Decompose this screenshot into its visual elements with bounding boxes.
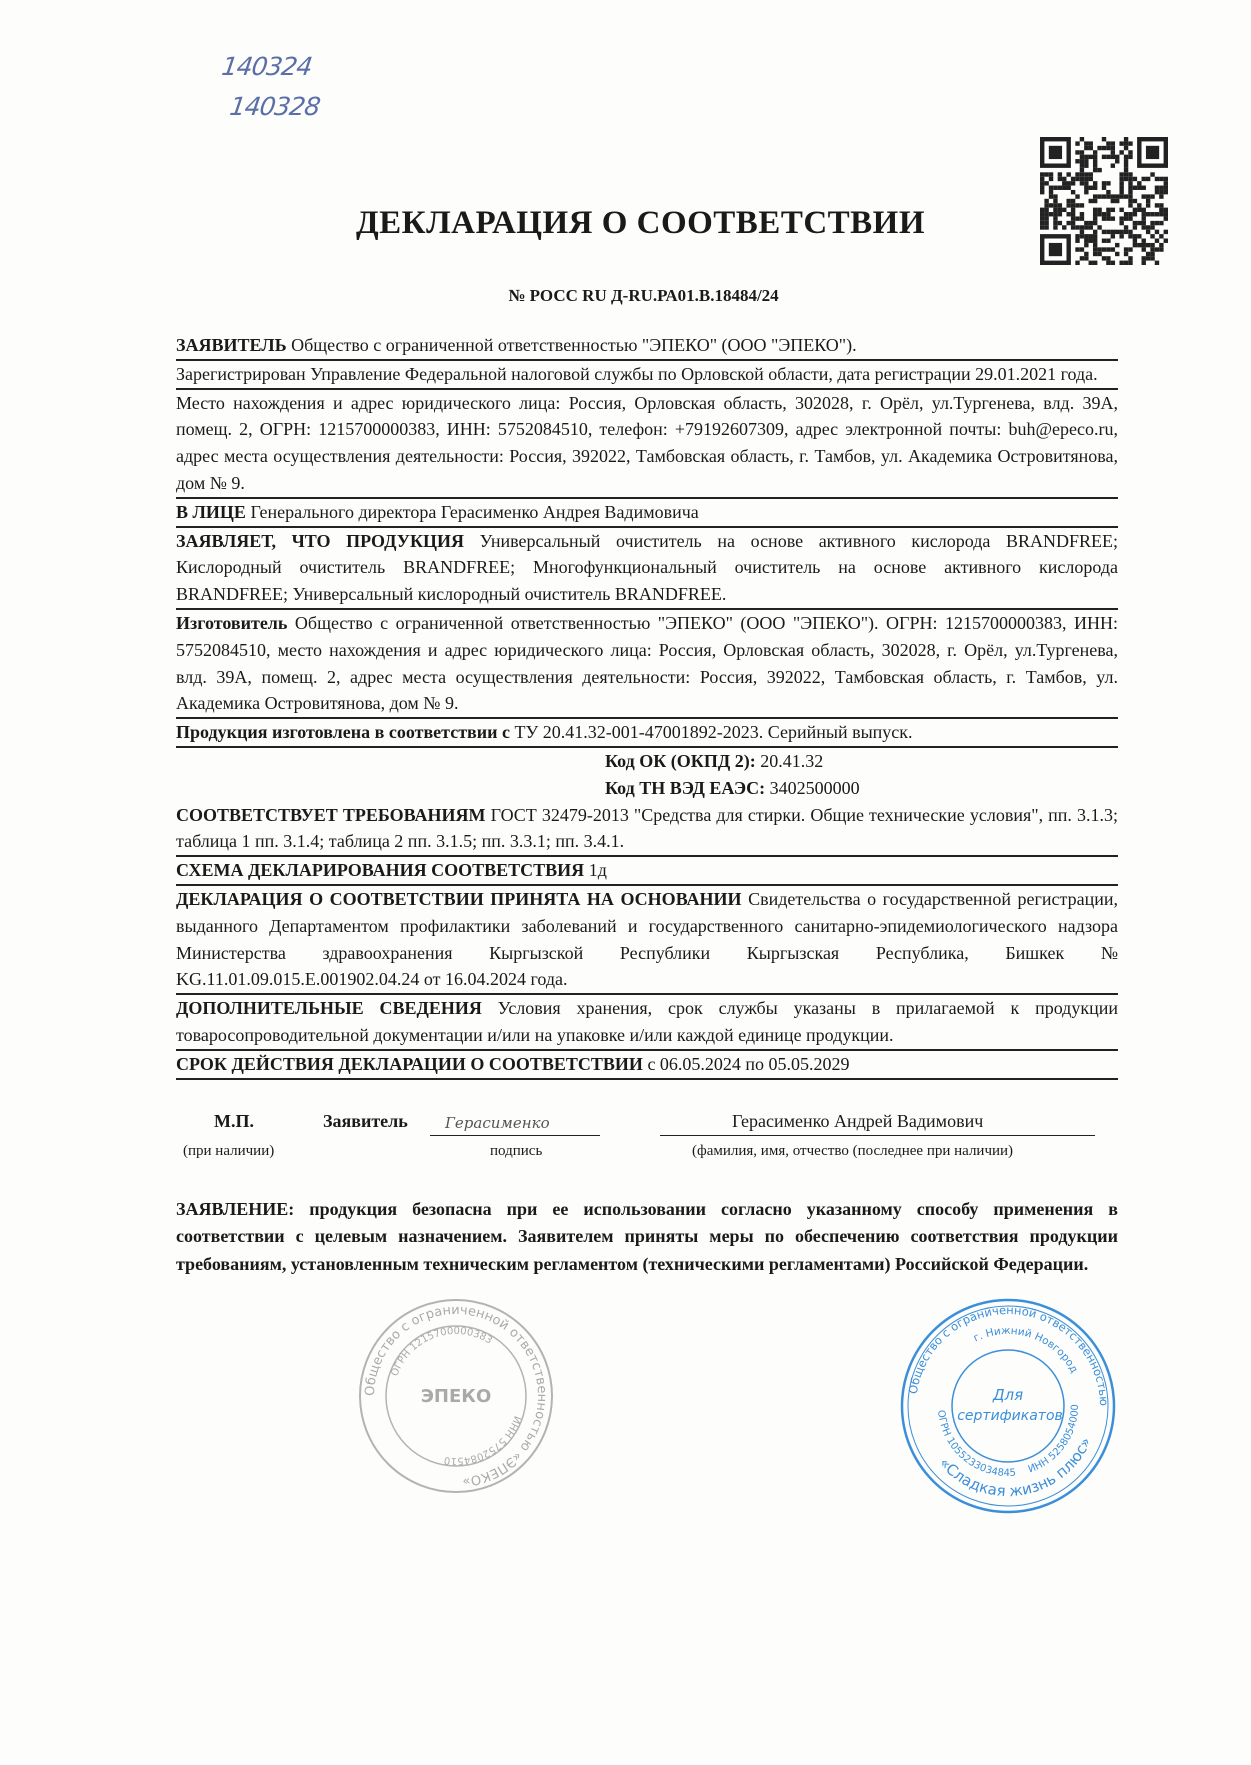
name-caption: (фамилия, имя, отчество (последнее при наличии) (692, 1142, 1014, 1159)
label: СООТВЕТСТВУЕТ ТРЕБОВАНИЯМ (176, 804, 486, 825)
signatory-name: Герасименко Андрей Вадимович (732, 1110, 984, 1131)
statement: ЗАЯВЛЕНИЕ: продукция безопасна при ее использовании согласно указанному способу применения в соответствии с целевым назначением. Заявителем приняты меры по обеспечению соответствия продукции требованиям, установленным техническим регламентом (техническими регламентами) Российской Федерации. (176, 1198, 1118, 1274)
section-registered (176, 361, 1118, 390)
section-manufacturer (176, 610, 1118, 719)
label: Изготовитель (176, 612, 288, 633)
section-complies (176, 802, 1118, 858)
section-produced (176, 719, 1118, 748)
section-declares (176, 528, 1118, 610)
text: ТУ 20.41.32-001-47001892-2023. Серийный выпуск. (510, 722, 913, 743)
section-scheme (176, 857, 1118, 886)
label: СРОК ДЕЙСТВИЯ ДЕКЛАРАЦИИ О СООТВЕТСТВИИ (176, 1053, 643, 1074)
mp-note: (при наличии) (183, 1142, 275, 1159)
label: Продукция изготовлена в соответствии с (176, 722, 511, 743)
label: ЗАЯВЛЯЕТ, ЧТО ПРОДУКЦИЯ (176, 530, 465, 551)
label: ДОПОЛНИТЕЛЬНЫЕ СВЕДЕНИЯ (176, 998, 482, 1019)
code-okpd (176, 748, 1118, 775)
text: ГОСТ 32479-2013 "Средства для стирки. Общие технические условия", пп. 3.1.3; таблица 1 пп. 3.1.4; таблица 2 пп. 3.1.5; пп. 3.3.1; пп. 3.4.1. (176, 804, 1118, 852)
handwritten-number: 140328 (227, 92, 322, 121)
text: Общество с ограниченной ответственностью "ЭПЕКО" (ООО "ЭПЕКО"). ОГРН: 1215700000383, ИНН: 5752084510, место нахождения и адрес юридического лица: Россия, Орловская область, 302028, г. Орёл, ул.Тургенева, влд. 39А, помещ. 2, адрес места осуществления деятельности: Россия, 392022, Тамбовская область, г. Тамбов, ул. Академика Островитянова, дом № 9. (176, 612, 1118, 714)
section-represented (176, 499, 1118, 528)
label: Код ТН ВЭД ЕАЭС: (605, 777, 766, 798)
signature-line (430, 1135, 600, 1137)
text: Условия хранения, срок службы указаны в прилагаемой к продукции товаросопроводительной документации и/или на упаковке и/или каждой единице продукции. (176, 998, 1118, 1045)
stamp-company-name: «Сладкая жизнь плюс» (935, 1434, 1095, 1501)
company-stamp (356, 1296, 556, 1496)
section-address (176, 390, 1118, 499)
text: Генерального директора Герасименко Андрея Вадимовича (245, 501, 699, 522)
declaration-number: № РОСС RU Д-RU.РА01.В.18484/24 (508, 286, 779, 305)
text: Зарегистрирован Управление Федеральной налоговой службы по Орловской области, дата регистрации 29.01.2021 года. (176, 363, 1098, 384)
text: Общество с ограниченной ответственностью "ЭПЕКО" (ООО "ЭПЕКО"). (286, 335, 857, 355)
value: 20.41.32 (755, 750, 824, 771)
value: 3402500000 (765, 777, 860, 798)
label: В ЛИЦЕ (176, 501, 246, 522)
handwritten-number: 140324 (219, 52, 314, 81)
stamp-ogrn: ОГРН 1215700000383 (389, 1325, 494, 1378)
label: ЗАЯВИТЕЛЬ (176, 335, 287, 355)
label: СХЕМА ДЕКЛАРИРОВАНИЯ СООТВЕТСТВИЯ (176, 860, 585, 881)
section-applicant (176, 332, 1118, 361)
label: ДЕКЛАРАЦИЯ О СООТВЕТСТВИИ ПРИНЯТА НА ОСНОВАНИИ (176, 888, 742, 909)
section-basis (176, 886, 1118, 995)
stamp-center-line1: Для (992, 1386, 1024, 1405)
mp-label: М.П. (214, 1110, 254, 1131)
text: Место нахождения и адрес юридического лица: Россия, Орловская область, 302028, г. Орёл, ул.Тургенева, влд. 39А, помещ. 2, ОГРН: 1215700000383, ИНН: 5752084510, телефон: +79192607309, адрес электронной почты: buh@epeco.ru, адрес места осуществления деятельности: Россия, 392022, Тамбовская область, г. Тамбов, ул. Академика Островитянова, дом № 9. (176, 392, 1118, 493)
section-validity (176, 1051, 1118, 1080)
label: Код ОК (ОКПД 2): (605, 750, 756, 771)
text: 1д (584, 860, 607, 881)
declaration-body (176, 332, 1118, 1518)
stamp-outer-text: Общество с ограниченной ответственностью (905, 1302, 1112, 1407)
stamp-center: ЭПЕКО (420, 1386, 492, 1408)
text: с 06.05.2024 по 05.05.2029 (642, 1053, 850, 1074)
certificate-stamp (898, 1296, 1118, 1516)
qr-code-icon (1040, 137, 1168, 265)
signature-caption: подпись (490, 1142, 543, 1159)
stamp-ogrn: ОГРН 1055233034845 (935, 1409, 1017, 1480)
stamp-inn: ИНН 5752084510 (443, 1414, 523, 1467)
signature-block (176, 1110, 1118, 1168)
stamp-outer-text: Общество с ограниченной ответственностью «ЭПЕКО» (362, 1302, 550, 1489)
stamp-city: г. Нижний Новгород (971, 1324, 1081, 1376)
signature: Герасименко (445, 1113, 550, 1132)
stamps-area (176, 1296, 1118, 1518)
text: Универсальный очиститель на основе активного кислорода BRANDFREE; Кислородный очиститель BRANDFREE; Многофункциональный очиститель на основе активного кислорода BRANDFREE; Универсальный кислородный очиститель BRANDFREE. (176, 530, 1118, 605)
stamp-center-line2: сертификатов (957, 1408, 1063, 1425)
text: Свидетельства о государственной регистрации, выданного Департаментом профилактики заболеваний и государственного санитарно-эпидемиологического надзора Министерства здравоохранения Кыргызской Республики Кыргызская Республика, Бишкек № KG.11.01.09.015.Е.001902.04.24 от 16.04.2024 года. (176, 888, 1118, 990)
code-tnved (176, 775, 1118, 802)
stamp-inn: ИНН 5258054000 (1026, 1404, 1082, 1476)
section-additional (176, 995, 1118, 1051)
document-title: ДЕКЛАРАЦИЯ О СООТВЕТСТВИИ (355, 205, 926, 241)
name-line (660, 1135, 1095, 1137)
applicant-label: Заявитель (323, 1110, 408, 1131)
